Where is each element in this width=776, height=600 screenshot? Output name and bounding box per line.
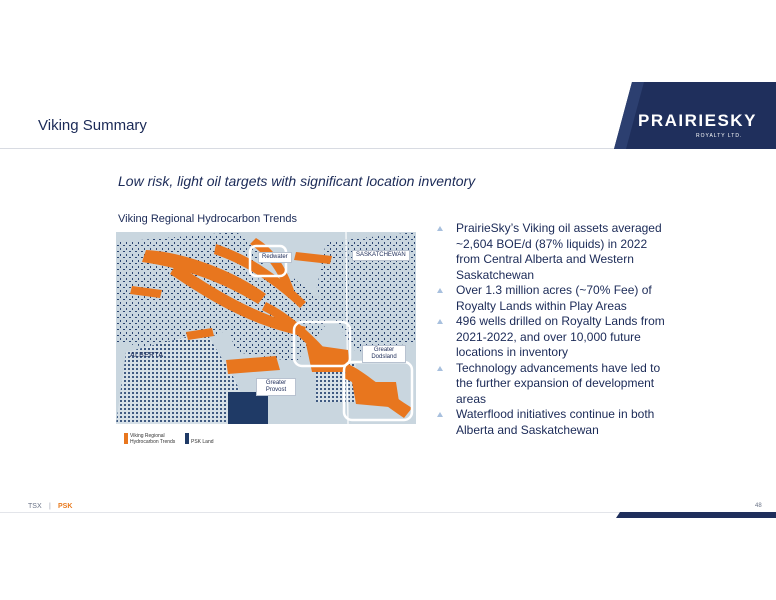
bullet-list xyxy=(437,221,673,438)
label-greater-dodsland: Greater Dodsland xyxy=(362,345,406,363)
triangle-bullet-icon xyxy=(437,319,443,324)
viking-trends-map xyxy=(116,232,416,424)
legend-swatch-psk-land xyxy=(185,433,189,444)
bullet-item: Over 1.3 million acres (~70% Fee) of Royalty Lands within Play Areas xyxy=(437,283,673,314)
company-logo-subtitle: ROYALTY LTD. xyxy=(696,133,743,139)
footer-separator: | xyxy=(49,503,51,510)
bullet-item: PrairieSky’s Viking oil assets averaged ~2,604 BOE/d (87% liquids) in 2022 from Central Alberta and Western Saskatchewan xyxy=(437,221,673,283)
map-title: Viking Regional Hydrocarbon Trends xyxy=(118,213,297,225)
bullet-item: 496 wells drilled on Royalty Lands from 2021-2022, and over 10,000 future locations in inventory xyxy=(437,314,673,361)
triangle-bullet-icon xyxy=(437,366,443,371)
triangle-bullet-icon xyxy=(437,412,443,417)
label-saskatchewan: SASKATCHEWAN xyxy=(352,250,410,261)
triangle-bullet-icon xyxy=(437,226,443,231)
legend-swatch-trends xyxy=(124,433,128,444)
page-title: Viking Summary xyxy=(38,117,147,134)
footer-accent-band xyxy=(616,512,776,518)
footer-ticker: PSK xyxy=(58,503,73,510)
legend-label-trends: Viking Regional Hydrocarbon Trends xyxy=(130,433,176,445)
legend-label-psk-land: PSK Land xyxy=(191,439,214,445)
label-redwater: Redwater xyxy=(258,252,292,263)
label-greater-provost: Greater Provost xyxy=(256,378,296,396)
bullet-item: Technology advancements have led to the further expansion of development areas xyxy=(437,361,673,408)
page-number: 48 xyxy=(755,503,762,509)
label-alberta: ALBERTA xyxy=(130,352,164,359)
footer-exchange: TSX xyxy=(28,503,42,510)
bullet-item: Waterflood initiatives continue in both Alberta and Saskatchewan xyxy=(437,407,673,438)
triangle-bullet-icon xyxy=(437,288,443,293)
slide-subtitle: Low risk, light oil targets with significant location inventory xyxy=(118,173,476,189)
company-logo: PRAIRIESKY xyxy=(638,111,757,130)
